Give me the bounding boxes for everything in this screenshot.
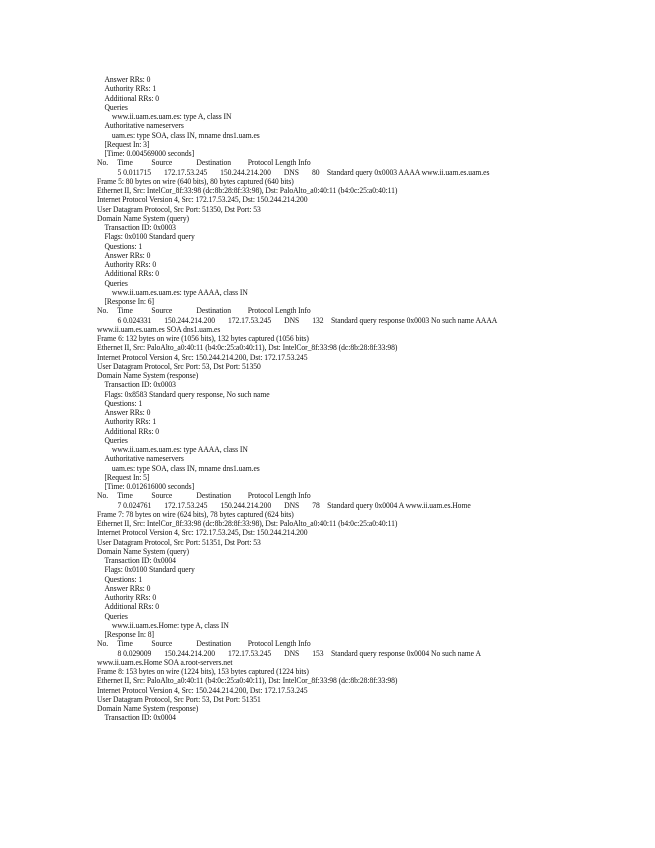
text-line: Domain Name System (query) <box>97 213 190 223</box>
packet-column-header: No. Time Source Destination Protocol Length Info <box>97 639 311 649</box>
text-line: Queries <box>104 611 128 621</box>
text-line: Authority RRs: 0 <box>104 593 157 602</box>
text-line: User Datagram Protocol, Src Port: 51350, Dst Port: 53 <box>97 204 261 214</box>
text-line: uam.es: type SOA, class IN, mname dns1.uam.es <box>111 130 260 140</box>
text-line: Additional RRs: 0 <box>104 93 160 103</box>
text-line: Authority RRs: 1 <box>104 417 157 427</box>
text-line: Answer RRs: 0 <box>104 408 151 417</box>
text-line: www.ii.uam.es.uam.es: type A, class IN <box>111 112 232 121</box>
text-line: Domain Name System (query) <box>97 546 190 556</box>
text-line: [Request In: 3] <box>104 139 150 149</box>
text-line: Answer RRs: 0 <box>104 250 151 260</box>
packet-capture-text <box>97 75 534 723</box>
text-line: Answer RRs: 0 <box>104 75 151 84</box>
text-line: [Request In: 5] <box>104 472 150 482</box>
text-line: www.ii.uam.es.uam.es: type AAAA, class IN <box>111 445 248 454</box>
text-line: Authoritative nameservers <box>104 454 184 464</box>
text-line: Internet Protocol Version 4, Src: 150.244.214.200, Dst: 172.17.53.245 <box>97 352 308 362</box>
text-line: Questions: 1 <box>104 241 143 251</box>
text-line: [Response In: 6] <box>104 297 155 306</box>
text-line: Frame 6: 132 bytes on wire (1056 bits), 132 bytes captured (1056 bits) <box>97 334 309 343</box>
text-line: Transaction ID: 0x0003 <box>104 380 176 390</box>
text-line: Ethernet II, Src: PaloAlto_a0:40:11 (b4:0c:25:a0:40:11), Dst: IntelCor_8f:33:98 (dc:8b:28:8f:33:98) <box>97 676 398 686</box>
text-line: Flags: 0x0100 Standard query <box>104 232 195 242</box>
text-line: Questions: 1 <box>104 398 143 408</box>
text-line: [Time: 0.004569000 seconds] <box>104 149 195 158</box>
text-line: Additional RRs: 0 <box>104 269 160 279</box>
text-line: Transaction ID: 0x0004 <box>104 556 176 565</box>
text-line: Domain Name System (response) <box>97 704 199 713</box>
text-line: Transaction ID: 0x0003 <box>104 223 176 232</box>
text-line: Internet Protocol Version 4, Src: 150.244.214.200, Dst: 172.17.53.245 <box>97 685 308 695</box>
text-line: Questions: 1 <box>104 574 143 584</box>
text-line: 5 0.011715 172.17.53.245 150.244.214.200 DNS 80 Standard query 0x0003 AAAA www.ii.uam.es.uam.es <box>117 167 490 177</box>
text-line: Transaction ID: 0x0004 <box>104 713 176 723</box>
text-line: Ethernet II, Src: IntelCor_8f:33:98 (dc:8b:28:8f:33:98), Dst: PaloAlto_a0:40:11 (b4:0c:25:a0:40:11) <box>97 519 398 528</box>
packet-column-header: No. Time Source Destination Protocol Length Info <box>97 306 311 316</box>
packet-column-header: No. Time Source Destination Protocol Length Info <box>97 491 311 501</box>
text-line: 6 0.024331 150.244.214.200 172.17.53.245 DNS 132 Standard query response 0x0003 No such name AAAA <box>117 315 498 325</box>
text-line: Flags: 0x0100 Standard query <box>104 565 195 575</box>
text-line: uam.es: type SOA, class IN, mname dns1.uam.es <box>111 463 260 473</box>
text-line: Frame 8: 153 bytes on wire (1224 bits), 153 bytes captured (1224 bits) <box>97 667 309 676</box>
text-line: Queries <box>104 435 128 445</box>
text-line: www.ii.uam.es.Home SOA a.root-servers.net <box>97 657 233 667</box>
text-line: Ethernet II, Src: IntelCor_8f:33:98 (dc:8b:28:8f:33:98), Dst: PaloAlto_a0:40:11 (b4:0c:25:a0:40:11) <box>97 186 398 195</box>
text-line: Authority RRs: 0 <box>104 260 157 269</box>
text-line: Domain Name System (response) <box>97 371 199 380</box>
text-line: www.ii.uam.es.uam.es: type AAAA, class IN <box>111 287 248 297</box>
text-line: User Datagram Protocol, Src Port: 53, Dst Port: 51351 <box>97 694 261 704</box>
text-line: User Datagram Protocol, Src Port: 53, Dst Port: 51350 <box>97 361 261 371</box>
text-line: www.ii.uam.es.uam.es SOA dns1.uam.es <box>97 324 221 334</box>
text-line: [Time: 0.012616000 seconds] <box>104 482 195 491</box>
text-line: 7 0.024761 172.17.53.245 150.244.214.200 DNS 78 Standard query 0x0004 A www.ii.uam.es.Home <box>117 500 471 510</box>
text-line: Internet Protocol Version 4, Src: 172.17.53.245, Dst: 150.244.214.200 <box>97 528 308 538</box>
packet-column-header: No. Time Source Destination Protocol Length Info <box>97 158 311 168</box>
text-line: Authority RRs: 1 <box>104 84 157 94</box>
text-line: www.ii.uam.es.Home: type A, class IN <box>111 620 229 630</box>
text-line: Internet Protocol Version 4, Src: 172.17.53.245, Dst: 150.244.214.200 <box>97 195 308 205</box>
text-line: Authoritative nameservers <box>104 121 184 131</box>
text-line: Frame 5: 80 bytes on wire (640 bits), 80 bytes captured (640 bits) <box>97 176 294 186</box>
text-line: Queries <box>104 102 128 112</box>
text-line: Queries <box>104 278 128 288</box>
text-line: Additional RRs: 0 <box>104 602 160 612</box>
text-line: Ethernet II, Src: PaloAlto_a0:40:11 (b4:0c:25:a0:40:11), Dst: IntelCor_8f:33:98 (dc:8b:28:8f:33:98) <box>97 343 398 353</box>
text-line: Flags: 0x8583 Standard query response, No such name <box>104 389 270 399</box>
text-line: [Response In: 8] <box>104 630 155 639</box>
text-line: Answer RRs: 0 <box>104 583 151 593</box>
text-line: Additional RRs: 0 <box>104 426 160 436</box>
text-line: Frame 7: 78 bytes on wire (624 bits), 78 bytes captured (624 bits) <box>97 509 294 519</box>
text-line: User Datagram Protocol, Src Port: 51351, Dst Port: 53 <box>97 537 261 547</box>
text-line: 8 0.029009 150.244.214.200 172.17.53.245 DNS 153 Standard query response 0x0004 No such name A <box>117 648 481 658</box>
